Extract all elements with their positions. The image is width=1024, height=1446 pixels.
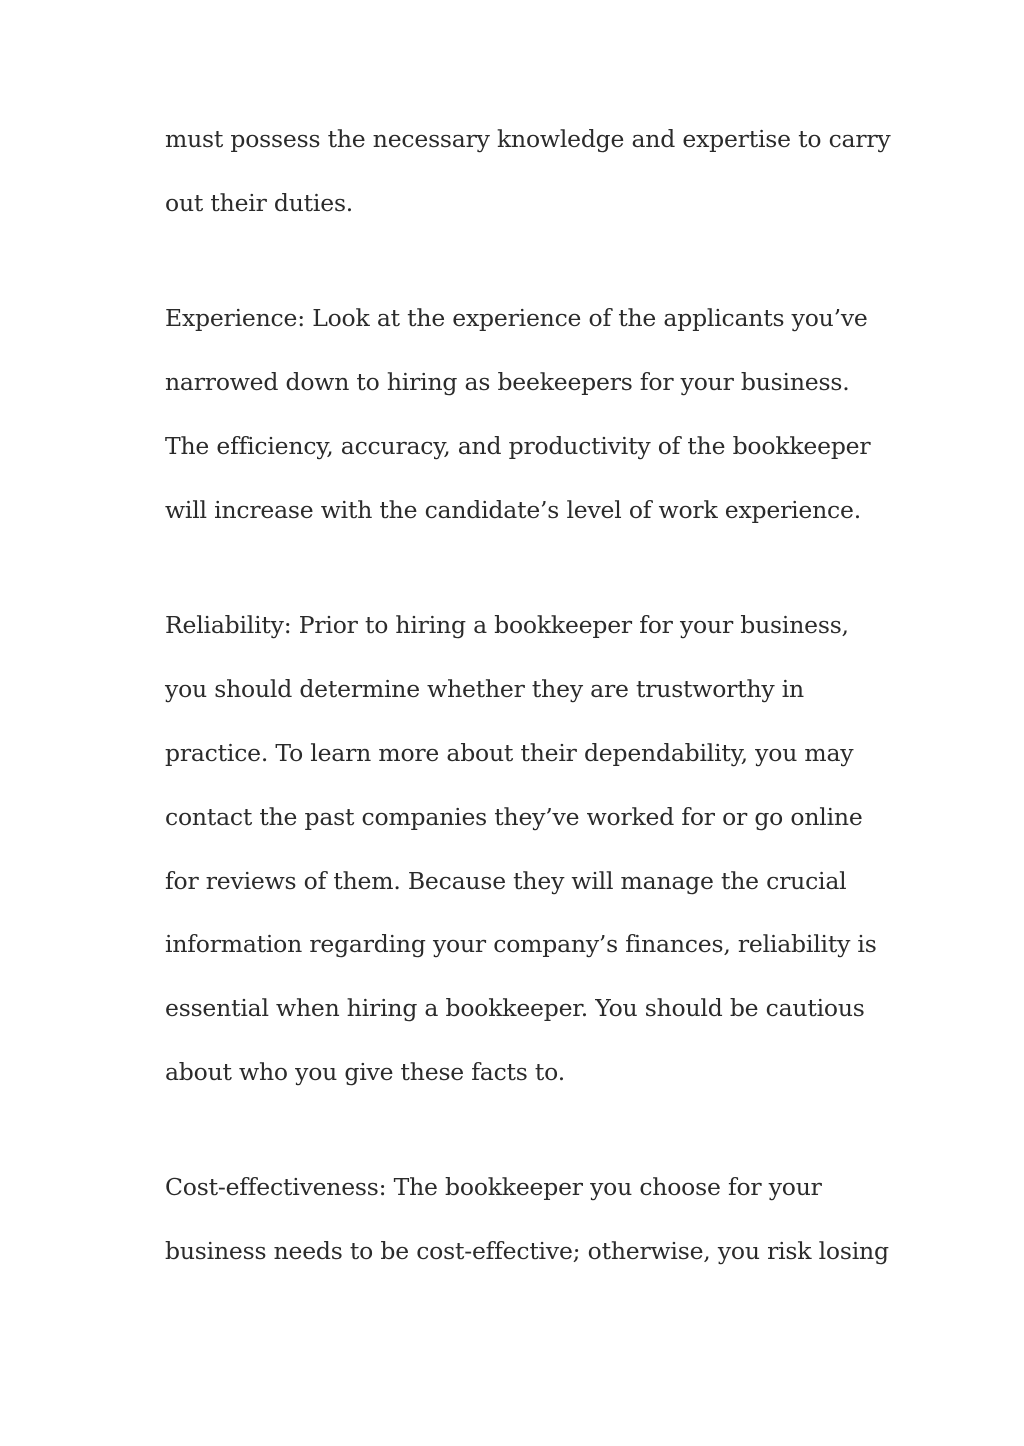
text-line: essential when hiring a bookkeeper. You should be cautious (165, 994, 865, 1022)
text-line: contact the past companies they’ve worked for or go online (165, 803, 863, 831)
text-line: business needs to be cost-effective; otherwise, you risk losing (165, 1237, 889, 1265)
text-line: narrowed down to hiring as beekeepers for your business. (165, 368, 850, 396)
text-line: Cost-effectiveness: The bookkeeper you choose for your (165, 1173, 822, 1201)
text-line: Reliability: Prior to hiring a bookkeeper for your business, (165, 611, 849, 639)
text-line: The efficiency, accuracy, and productivity of the bookkeeper (165, 432, 871, 460)
text-line: about who you give these facts to. (165, 1058, 565, 1086)
text-line: for reviews of them. Because they will manage the crucial (165, 867, 847, 895)
text-line: practice. To learn more about their dependability, you may (165, 739, 854, 767)
text-line: out their duties. (165, 189, 354, 217)
text-line: must possess the necessary knowledge and expertise to carry (165, 125, 891, 153)
text-line: Experience: Look at the experience of the applicants you’ve (165, 304, 868, 332)
text-line: will increase with the candidate’s level of work experience. (165, 496, 861, 524)
text-line: information regarding your company’s finances, reliability is (165, 930, 877, 958)
text-line: you should determine whether they are trustworthy in (165, 675, 804, 703)
